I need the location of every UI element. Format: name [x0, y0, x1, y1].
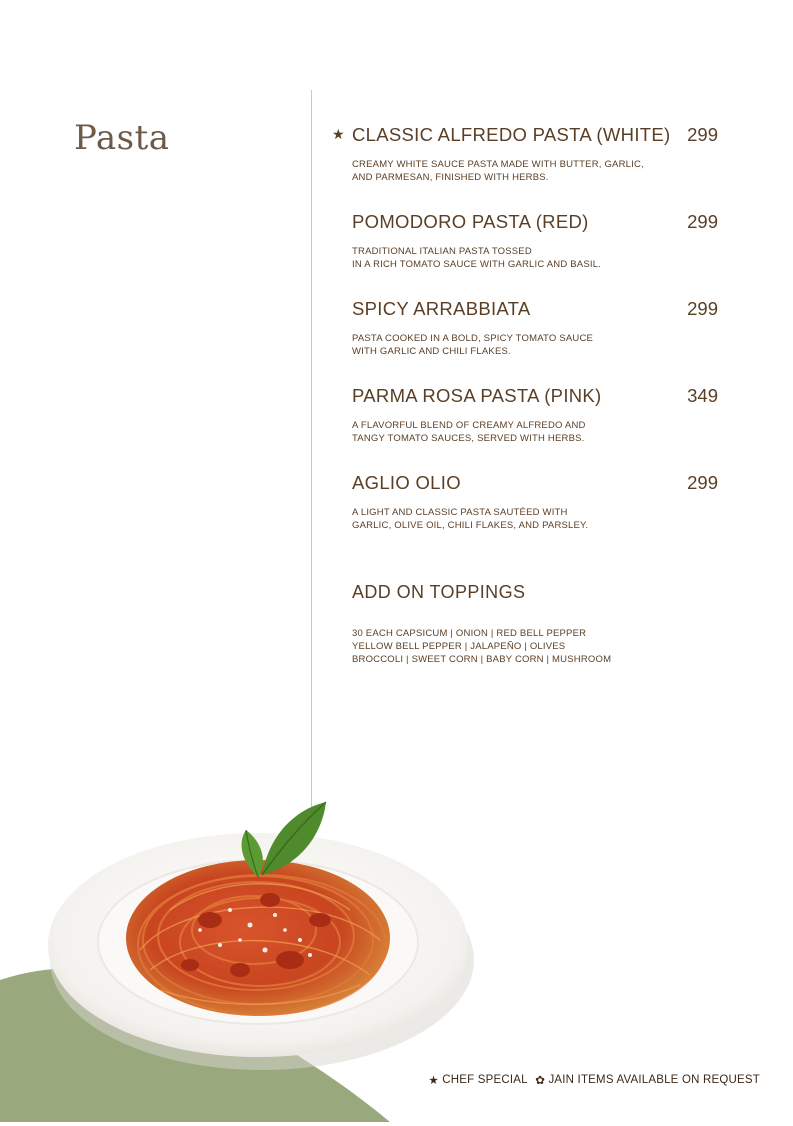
item-name: PARMA ROSA PASTA (PINK)	[352, 385, 602, 406]
menu-item	[332, 298, 722, 358]
chef-special-label: CHEF SPECIAL	[442, 1074, 528, 1086]
item-name: SPICY ARRABBIATA	[352, 298, 531, 319]
menu-list	[332, 124, 722, 559]
addon-toppings	[352, 582, 732, 666]
star-icon: ★	[428, 1075, 439, 1087]
item-description: CREAMY WHITE SAUCE PASTA MADE WITH BUTTER, GARLIC, AND PARMESAN, FINISHED WITH HERBS.	[352, 159, 644, 183]
item-price: 299	[687, 211, 718, 232]
item-name: POMODORO PASTA (RED)	[352, 211, 589, 232]
item-description: TRADITIONAL ITALIAN PASTA TOSSED IN A RICH TOMATO SAUCE WITH GARLIC AND BASIL.	[352, 246, 602, 270]
addons-title: ADD ON TOPPINGS	[352, 582, 526, 602]
vertical-divider	[311, 90, 312, 820]
menu-item	[332, 472, 722, 532]
footer-legend	[428, 1073, 760, 1087]
item-price: 299	[687, 298, 718, 319]
addons-list: 30 EACH CAPSICUM | ONION | RED BELL PEPPER YELLOW BELL PEPPER | JALAPEÑO | OLIVES BROCCOLI | SWEET CORN | BABY CORN | MUSHROOM	[352, 628, 612, 665]
item-price: 299	[687, 472, 718, 493]
flower-icon: ✿	[535, 1075, 546, 1087]
jain-items-label: JAIN ITEMS AVAILABLE ON REQUEST	[548, 1074, 760, 1086]
item-description: A LIGHT AND CLASSIC PASTA SAUTÉED WITH GARLIC, OLIVE OIL, CHILI FLAKES, AND PARSLEY.	[352, 507, 589, 531]
item-name: AGLIO OLIO	[352, 472, 461, 493]
section-title: Pasta	[74, 118, 170, 158]
menu-item	[332, 385, 722, 445]
item-description: A FLAVORFUL BLEND OF CREAMY ALFREDO AND TANGY TOMATO SAUCES, SERVED WITH HERBS.	[352, 420, 586, 444]
menu-item	[332, 211, 722, 271]
star-icon: ★	[332, 126, 345, 142]
item-name: CLASSIC ALFREDO PASTA (WHITE)	[352, 124, 671, 145]
pasta-dish-image	[0, 780, 520, 1122]
item-price: 349	[687, 385, 718, 406]
item-description: PASTA COOKED IN A BOLD, SPICY TOMATO SAUCE WITH GARLIC AND CHILI FLAKES.	[352, 333, 594, 357]
menu-item	[332, 124, 722, 184]
item-price: 299	[687, 124, 718, 145]
